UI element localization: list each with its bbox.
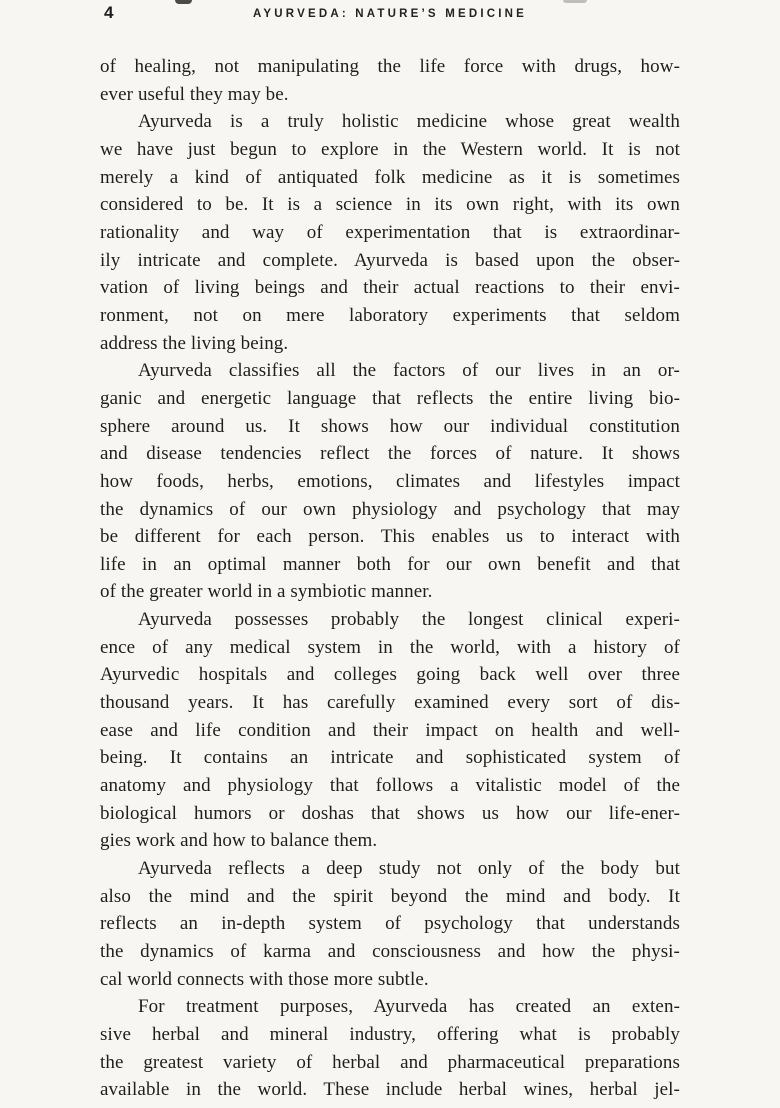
text-line: reflects an in-depth system of psychology that understands (100, 913, 680, 935)
paragraph (100, 53, 680, 108)
text-line: Ayurveda classifies all the factors of our lives in an or- (138, 360, 680, 382)
text-line: Ayurveda reflects a deep study not only of the body but (138, 858, 680, 880)
text-line: ronment, not on mere laboratory experiments that seldom (100, 304, 680, 326)
text-line: available in the world. These include herbal wines, herbal jel- (100, 1079, 680, 1101)
text-line: the greatest variety of herbal and pharmaceutical preparations (100, 1051, 680, 1073)
text-line: ease and life condition and their impact on health and well- (100, 719, 680, 741)
paragraph (100, 993, 680, 1104)
text-line: merely a kind of antiquated folk medicine as it is sometimes (100, 166, 680, 188)
paragraph (100, 606, 680, 855)
page-header (0, 0, 780, 30)
text-line: Ayurvedic hospitals and colleges going back well over three (100, 664, 680, 686)
text-line: life in an optimal manner both for our own benefit and that (100, 553, 680, 575)
paragraph (100, 357, 680, 606)
text-line: Ayurveda possesses probably the longest clinical experi- (138, 609, 680, 631)
text-line: also the mind and the spirit beyond the mind and body. It (100, 885, 680, 907)
text-line: rationality and way of experimentation that is extraordinar- (100, 221, 680, 243)
text-line: biological humors or doshas that shows us how our life-ener- (100, 802, 680, 824)
text-line: ence of any medical system in the world, with a history of (100, 636, 680, 658)
text-line: ever useful they may be. (100, 83, 289, 105)
text-line: ily intricate and complete. Ayurveda is based upon the obser- (100, 249, 680, 271)
paragraph (100, 855, 680, 993)
text-line: we have just begun to explore in the Western world. It is not (100, 138, 680, 160)
text-line: Ayurveda is a truly holistic medicine whose great wealth (138, 111, 680, 133)
text-line: and disease tendencies reflect the forces of nature. It shows (100, 443, 680, 465)
text-line: anatomy and physiology that follows a vitalistic model of the (100, 775, 680, 797)
page-number: 4 (104, 3, 114, 22)
text-line: being. It contains an intricate and sophisticated system of (100, 747, 680, 769)
text-line: be different for each person. This enables us to interact with (100, 526, 680, 548)
text-line: cal world connects with those more subtle. (100, 968, 429, 990)
text-line: the dynamics of karma and consciousness and how the physi- (100, 941, 680, 962)
text-line: vation of living beings and their actual reactions to their envi- (100, 277, 680, 299)
text-line: thousand years. It has carefully examined every sort of dis- (100, 692, 680, 714)
text-line: of healing, not manipulating the life force with drugs, how- (100, 56, 680, 77)
text-line: of the greater world in a symbiotic manner. (100, 581, 433, 603)
text-line: the dynamics of our own physiology and psychology that may (100, 498, 680, 520)
running-title: AYURVEDA: NATURE’S MEDICINE (252, 8, 528, 20)
text-line: how foods, herbs, emotions, climates and lifestyles impact (100, 470, 680, 492)
text-line: address the living being. (100, 332, 289, 354)
text-line: gies work and how to balance them. (100, 830, 378, 852)
text-block (100, 53, 680, 1104)
paragraph (100, 108, 680, 357)
text-line: sive herbal and mineral industry, offering what is probably (100, 1023, 680, 1045)
text-line: For treatment purposes, Ayurveda has created an exten- (138, 996, 680, 1018)
text-line: sphere around us. It shows how our individual constitution (100, 415, 680, 437)
text-line: ganic and energetic language that reflects the entire living bio- (100, 387, 680, 409)
text-line: considered to be. It is a science in its own right, with its own (100, 194, 680, 216)
